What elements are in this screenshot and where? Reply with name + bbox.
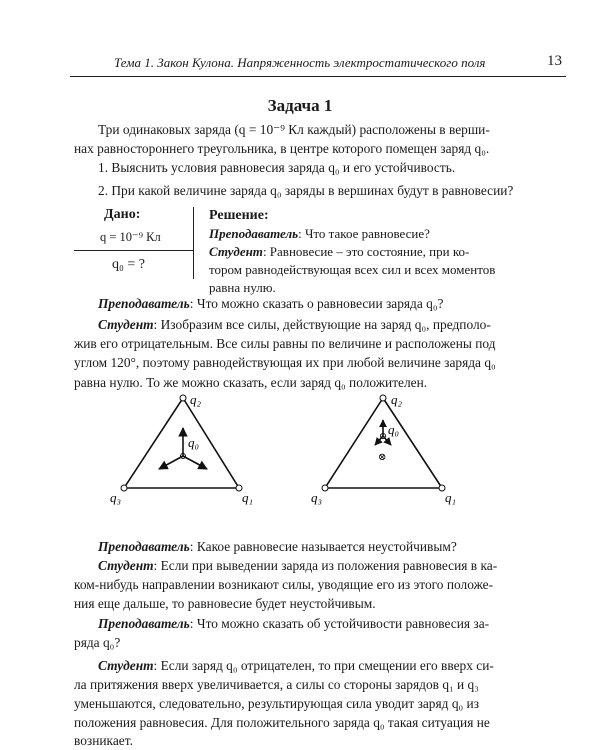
given-data: q = 10⁻⁹ Кл: [100, 230, 161, 244]
dialog2-line-2: ком-нибудь направлении возникают силы, уводящие его из этого положе-: [74, 577, 494, 592]
figure-negative-charge: [100, 390, 270, 510]
given-heading: Дано:: [104, 207, 141, 222]
charge-q2-dot: [380, 395, 386, 401]
running-title: Тема 1. Закон Кулона. Напряженность электростатического поля: [114, 55, 486, 70]
solution-line-4: равна нулю.: [209, 280, 276, 295]
label-q0: q₀: [188, 435, 200, 450]
figure-displaced-charge: [305, 390, 475, 510]
dialog2-teacher: [74, 537, 568, 556]
task-2: 2. При какой величине заряда q₀ заряды в вершинах будут в равновесии?: [98, 183, 514, 198]
intro-line-1: Три одинаковых заряда (q = 10⁻⁹ Кл каждый) расположены в верши-: [98, 122, 490, 137]
solution-block: [209, 207, 569, 297]
student-answer: : Изобразим все силы, действующие на заряд q₀, предполо-: [153, 317, 491, 332]
dialog2-student: [74, 556, 568, 575]
given-block: [74, 207, 199, 279]
given-divider-horizontal: [74, 250, 193, 251]
given-divider-vertical: [193, 207, 194, 279]
student-label: Студент: [98, 558, 154, 573]
solution-heading: Решение:: [209, 208, 269, 223]
force-arrow-left: [375, 436, 383, 445]
dialog3-line-4: положения равновесия. Для положительного заряда q₀ такая ситуация не: [74, 715, 490, 730]
dialog1-line-2: жив его отрицательным. Все силы равны по величине и расположены под: [74, 336, 496, 351]
dialog1-teacher: [74, 294, 568, 313]
label-q2: q₂: [190, 392, 202, 407]
student-label: Студент: [209, 244, 263, 259]
student-answer: : Если при выведении заряда из положения равновесия в ка-: [153, 558, 498, 573]
charge-q3-dot: [121, 485, 127, 491]
task-1: 1. Выяснить условия равновесия заряда q₀ и его устойчивость.: [98, 160, 456, 175]
triangle: [325, 398, 442, 488]
student-answer: : Если заряд q₀ отрицателен, то при смещении его вверх си-: [153, 658, 494, 673]
teacher-question: : Что можно сказать об устойчивости равновесия за-: [189, 616, 490, 631]
force-arrow-right: [183, 456, 207, 469]
equilibrium-point-mark: ⊗: [378, 452, 387, 463]
label-q1: q₁: [242, 490, 254, 505]
charge-q3-dot: [322, 485, 328, 491]
dialog3-student: [74, 656, 568, 675]
intro-line-2: нах равностороннего треугольника, в центре которого помещен заряд q₀.: [74, 141, 490, 156]
triangle: [124, 398, 239, 488]
dialog3-line-2: ла притяжения вверх увеличивается, а силы со стороны зарядов q₁ и q₃: [74, 677, 479, 692]
label-q1: q₁: [445, 490, 457, 505]
teacher-question: : Что такое равновесие?: [298, 226, 430, 241]
page-number: 13: [547, 53, 562, 69]
teacher-label: Преподаватель: [98, 539, 190, 554]
teacher-question: : Какое равновесие называется неустойчивым?: [189, 539, 457, 554]
dialog3-line-5: возникает.: [74, 733, 133, 748]
teacher-label: Преподаватель: [98, 616, 190, 631]
dialog1-line-3: углом 120°, поэтому равнодействующая их при любой величине заряда q₀: [74, 355, 496, 370]
student-answer: : Равновесие – это состояние, при ко-: [262, 244, 470, 259]
teacher-label: Преподаватель: [209, 226, 299, 241]
dialog2-teacher-2: [74, 614, 568, 633]
label-q2: q₂: [391, 392, 403, 407]
given-unknown: q₀ = ?: [112, 257, 145, 272]
label-q0: q₀: [388, 422, 400, 437]
student-label: Студент: [98, 317, 154, 332]
dialog1-line-4: равна нулю. То же можно сказать, если заряд q₀ положителен.: [74, 375, 428, 390]
dialog2-line-3: ния еще дальше, то равновесие будет неустойчивым.: [74, 596, 376, 611]
student-label: Студент: [98, 658, 154, 673]
label-q3: q₃: [110, 490, 122, 505]
dialog3-line-3: уменьшаются, следовательно, результирующая сила уводит заряд q₀ из: [74, 696, 479, 711]
problem-title: Задача 1: [267, 96, 333, 115]
force-arrow-left: [159, 456, 183, 469]
dialog1-student: [74, 315, 568, 334]
running-header: [70, 44, 566, 77]
teacher-label: Преподаватель: [98, 296, 190, 311]
solution-line-3: тором равнодействующая всех сил и всех моментов: [209, 262, 496, 277]
teacher-question: : Что можно сказать о равновесии заряда q₀?: [189, 296, 444, 311]
label-q3: q₃: [311, 490, 323, 505]
charge-q2-dot: [180, 395, 186, 401]
dialog2-line-5: ряда q₀?: [74, 635, 121, 650]
force-arrow-right: [383, 436, 391, 445]
